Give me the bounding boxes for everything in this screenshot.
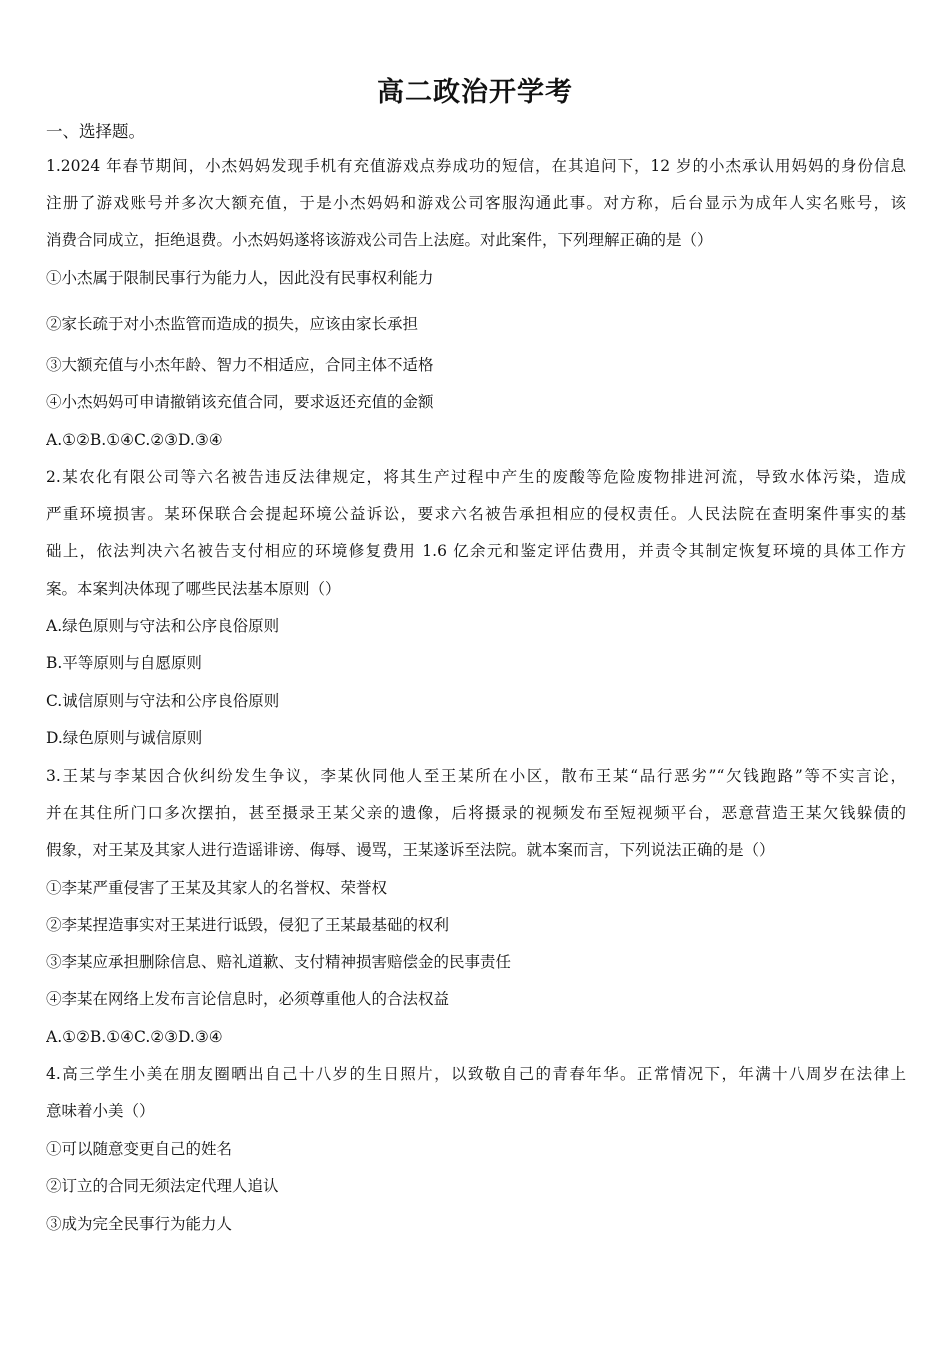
question-stem-line: 假象，对王某及其家人进行造谣诽谤、侮辱、谩骂，王某遂诉至法院。就本案而言，下列说法正确的是（） [46, 841, 775, 859]
statement-item: ④小杰妈妈可申请撤销该充值合同，要求返还充值的金额 [46, 393, 434, 411]
answer-option: A.绿色原则与守法和公序良俗原则 [46, 617, 280, 635]
statement-item: ②家长疏于对小杰监管而造成的损失，应该由家长承担 [46, 315, 419, 333]
statement-item: ③李某应承担删除信息、赔礼道歉、支付精神损害赔偿金的民事责任 [46, 953, 512, 971]
question-stem-line: 3.王某与李某因合伙纠纷发生争议，李某伙同他人至王某所在小区，散布王某“品行恶劣”“欠钱跑路”等不实言论， [46, 767, 906, 785]
question-stem-line: 础上，依法判决六名被告支付相应的环境修复费用 1.6 亿余元和鉴定评估费用，并责令其制定恢复环境的具体工作方 [46, 542, 906, 560]
statement-item: ①李某严重侵害了王某及其家人的名誉权、荣誉权 [46, 879, 388, 897]
question-stem-line: 案。本案判决体现了哪些民法基本原则（） [46, 580, 341, 598]
statement-item: ④李某在网络上发布言论信息时，必须尊重他人的合法权益 [46, 990, 450, 1008]
statement-item: ③大额充值与小杰年龄、智力不相适应，合同主体不适格 [46, 356, 434, 374]
question-stem-line: 注册了游戏账号并多次大额充值，于是小杰妈妈和游戏公司客服沟通此事。对方称，后台显示为成年人实名账号，该 [46, 194, 906, 212]
answer-options: A.①②B.①④C.②③D.③④ [46, 431, 223, 449]
answer-option: C.诚信原则与守法和公序良俗原则 [46, 692, 280, 710]
statement-item: ①可以随意变更自己的姓名 [46, 1140, 233, 1158]
question-stem-line: 意味着小美（） [46, 1102, 155, 1120]
answer-option: B.平等原则与自愿原则 [46, 654, 202, 672]
statement-item: ①小杰属于限制民事行为能力人，因此没有民事权利能力 [46, 269, 434, 287]
question-stem-line: 严重环境损害。某环保联合会提起环境公益诉讼，要求六名被告承担相应的侵权责任。人民法院在查明案件事实的基 [46, 505, 906, 523]
statement-item: ③成为完全民事行为能力人 [46, 1215, 233, 1233]
question-stem-line: 2.某农化有限公司等六名被告违反法律规定，将其生产过程中产生的废酸等危险废物排进河流，导致水体污染，造成 [46, 468, 906, 486]
section-heading: 一、选择题。 [46, 122, 145, 141]
answer-options: A.①②B.①④C.②③D.③④ [46, 1028, 223, 1046]
question-stem-line: 并在其住所门口多次摆拍，甚至摄录王某父亲的遗像，后将摄录的视频发布至短视频平台，恶意营造王某欠钱躲债的 [46, 804, 906, 822]
page-title: 高二政治开学考 [377, 77, 573, 108]
question-stem-line: 4.高三学生小美在朋友圈晒出自己十八岁的生日照片，以致敬自己的青春年华。正常情况下，年满十八周岁在法律上 [46, 1065, 906, 1083]
statement-item: ②李某捏造事实对王某进行诋毁，侵犯了王某最基础的权利 [46, 916, 450, 934]
statement-item: ②订立的合同无须法定代理人追认 [46, 1177, 279, 1195]
answer-option: D.绿色原则与诚信原则 [46, 729, 203, 747]
question-stem-line: 1.2024 年春节期间，小杰妈妈发现手机有充值游戏点券成功的短信，在其追问下，12 岁的小杰承认用妈妈的身份信息 [46, 157, 906, 175]
question-stem-line: 消费合同成立，拒绝退费。小杰妈妈遂将该游戏公司告上法庭。对此案件，下列理解正确的是（） [46, 231, 713, 249]
